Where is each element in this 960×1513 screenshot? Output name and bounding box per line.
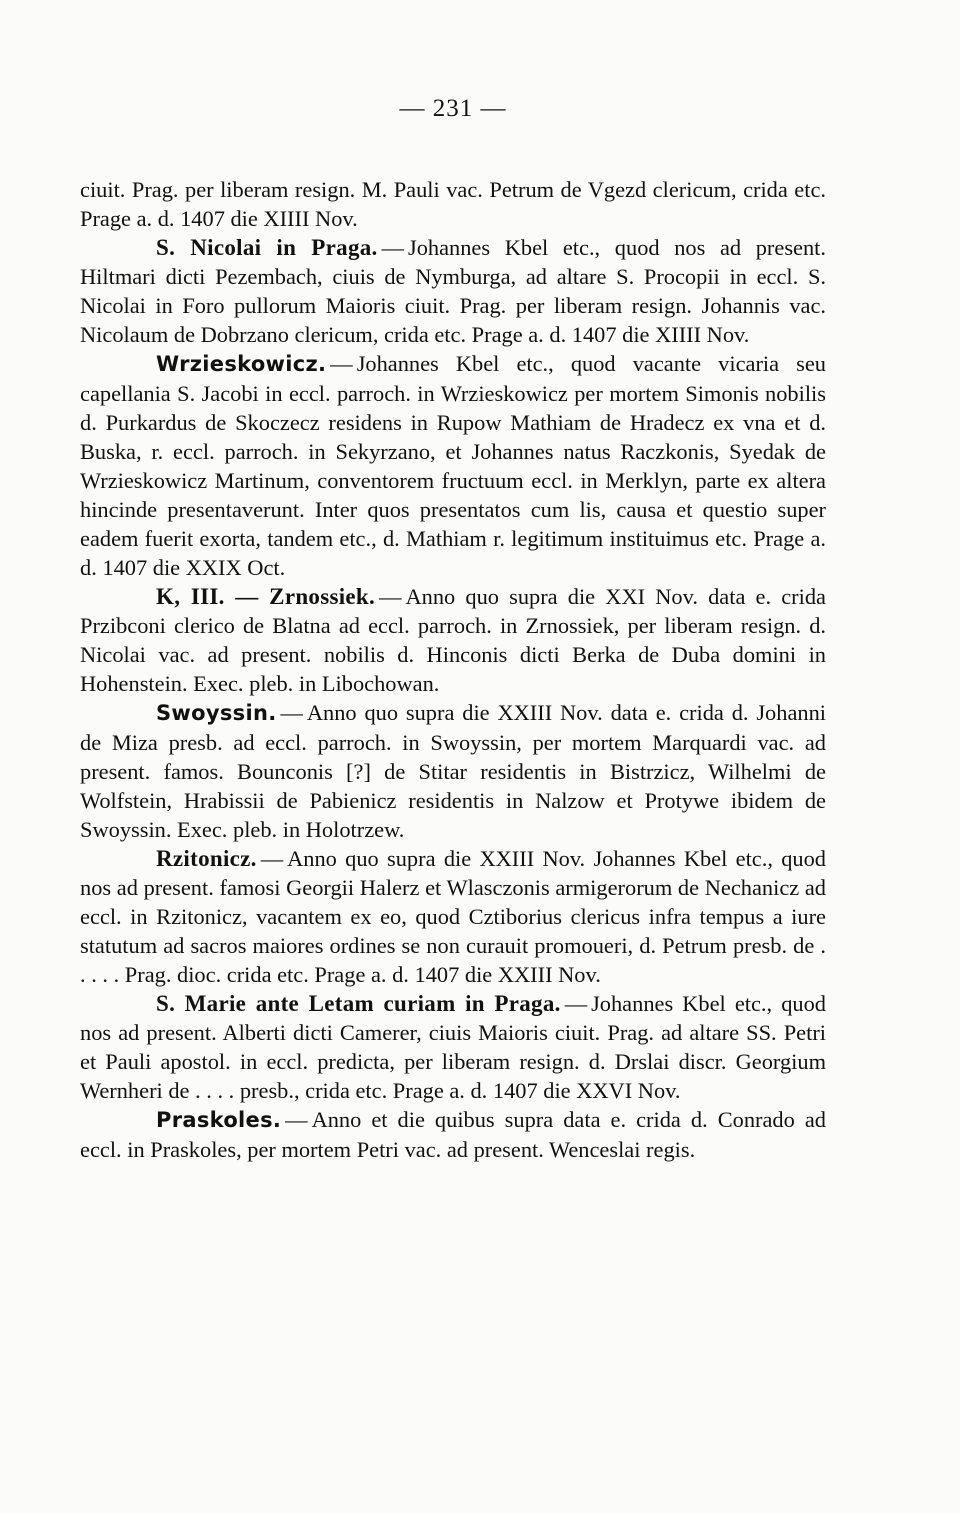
entry-text: Johannes Kbel etc., quod vacante vicaria seu capellania S. Jacobi in eccl. parroch. in Wrzieskowicz per mortem Simonis nobilis d. Purkardus de Skoczecz residens in Rupow Mathiam de Hradecz ex vna et d. Buska, r. eccl. parroch. in Sekyrzano, et Johannes natus Raczkonis, Syedak de Wrzieskowicz Martinum, conventorem fructuum eccl. in Merklyn, parte ex altera hincinde presentaverunt. Inter quos presentatos cum lis, causa et questio super eadem fuerit exorta, tandem etc., d. Mathiam r. legitimum instituimus etc. Prage a. d. 1407 die XXIX Oct. — [80, 351, 826, 580]
entry-heading: K, III. — Zrnossiek. — [156, 584, 376, 609]
entry-separator: — — [564, 991, 588, 1016]
entry-5 — [80, 844, 826, 989]
entry-6 — [80, 989, 826, 1105]
entry-7 — [80, 1105, 826, 1164]
entry-text: Anno quo supra die XXIII Nov. data e. crida d. Johanni de Miza presb. ad eccl. parroch. in Swoyssin, per mortem Marquardi vac. ad present. famos. Bounconis [?] de Stitar residentis in Bistrzicz, Wilhelmi de Wolfstein, Hrabissii de Pabienicz residentis in Nalzow et Protywe ibidem de Swoyssin. Exec. pleb. in Holotrzew. — [80, 700, 826, 842]
entry-heading: Swoyssin. — [156, 701, 277, 725]
entry-2 — [80, 349, 826, 582]
entry-heading: S. Nicolai in Praga. — [156, 235, 378, 260]
entry-text: Anno quo supra die XXIII Nov. Johannes Kbel etc., quod nos ad present. famosi Georgii Halerz et Wlasczonis armigerorum de Nechanicz ad eccl. in Rzitonicz, vacantem ex eo, quod Cztiborius clericus infra tempus a iure statutum ad sacros maiores ordines se non curauit promoueri, d. Petrum presb. de . . . . . Prag. dioc. crida etc. Prage a. d. 1407 die XXIII Nov. — [80, 846, 826, 987]
entry-separator: — — [280, 700, 303, 725]
entry-separator: — — [285, 1107, 308, 1132]
entry-4 — [80, 698, 826, 844]
entry-separator: — — [381, 235, 404, 260]
entry-text: Anno et die quibus supra data e. crida d. Conrado ad eccl. in Praskoles, per mortem Petri vac. ad present. Wenceslai regis. — [80, 1107, 826, 1162]
entry-text: Johannes Kbel etc., quod nos ad present. Alberti dicti Camerer, ciuis Maioris ciuit. Prag. ad altare SS. Petri et Pauli apostol. in eccl. predicta, per liberam resign. d. Drslai discr. Georgium Wernheri de . . . . presb., crida etc. Prage a. d. 1407 die XXVI Nov. — [80, 991, 826, 1103]
entry-text: Anno quo supra die XXI Nov. data e. crida Przibconi clerico de Blatna ad eccl. parroch. in Zrnossiek, per liberam resign. d. Nicolai vac. ad present. nobilis d. Hinconis dicti Berka de Duba domini in Hohenstein. Exec. pleb. in Libochowan. — [80, 584, 826, 696]
entry-text: ciuit. Prag. per liberam resign. M. Pauli vac. Petrum de Vgezd clericum, crida etc. Prage a. d. 1407 die XIIII Nov. — [80, 177, 826, 231]
entry-separator: — — [260, 846, 284, 871]
entry-3 — [80, 582, 826, 698]
entry-heading: S. Marie ante Letam curiam in Praga. — [156, 991, 561, 1016]
page-number: — 231 — — [399, 95, 507, 122]
entry-heading: Rzitonicz. — [156, 846, 257, 871]
entry-0 — [80, 175, 826, 233]
entry-1 — [80, 233, 826, 349]
entry-heading: Praskoles. — [156, 1108, 282, 1132]
entry-separator: — — [330, 351, 353, 376]
entry-text: Johannes Kbel etc., quod nos ad present. Hiltmari dicti Pezembach, ciuis de Nymburga, ad altare S. Procopii in eccl. S. Nicolai in Foro pullorum Maioris ciuit. Prag. per liberam resign. Johannis vac. Nicolaum de Dobrzano clericum, crida etc. Prage a. d. 1407 die XIIII Nov. — [80, 235, 826, 347]
entries-list — [80, 175, 826, 1164]
document-page — [80, 95, 826, 1164]
entry-separator: — — [379, 584, 402, 609]
entry-heading: Wrzieskowicz. — [156, 352, 327, 376]
